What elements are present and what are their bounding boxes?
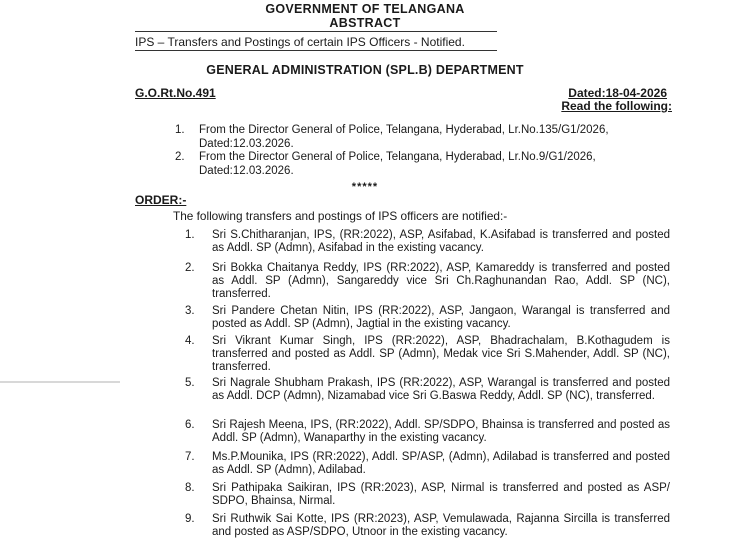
read-following-label: Read the following:: [561, 99, 672, 113]
order-item-number: 9.: [185, 513, 195, 525]
subject-top-rule: [135, 31, 497, 32]
order-item-text: Sri Nagrale Shubham Prakash, IPS (RR:2022), ASP, Warangal is transferred and posted as Addl. DCP (Admn), Nizamabad vice Sri G.Baswa Reddy, Addl. SP (NC), transferred.: [212, 377, 670, 403]
go-number: G.O.Rt.No.491: [135, 86, 216, 100]
go-date: Dated:18-04-2026: [568, 86, 667, 100]
department-heading: GENERAL ADMINISTRATION (SPL.B) DEPARTMENT: [206, 63, 524, 77]
order-item-text: Sri Vikrant Kumar Singh, IPS (RR:2022), ASP, Bhadrachalam, B.Kothagudem is transferred and posted as Addl. SP (Admn), Medak vice Sri S.Mahender, Addl. SP (NC), transferred.: [212, 335, 670, 374]
order-item-number: 5.: [185, 377, 195, 389]
order-item-text: Sri S.Chitharanjan, IPS, (RR:2022), ASP, Asifabad, K.Asifabad is transferred and posted as Addl. SP (Admn), Asifabad in the existing vacancy.: [212, 229, 670, 255]
separator-stars: *****: [351, 181, 379, 193]
reference-number: 1.: [175, 124, 185, 136]
order-item-number: 1.: [185, 229, 195, 241]
reference-text: From the Director General of Police, Telangana, Hyderabad, Lr.No.135/G1/2026, Dated:12.03.2026.: [199, 124, 609, 150]
subject-bottom-rule: [135, 50, 497, 51]
government-heading: GOVERNMENT OF TELANGANA: [265, 2, 465, 16]
order-item-text: Sri Rajesh Meena, IPS, (RR:2022), Addl. SP/SDPO, Bhainsa is transferred and posted as Addl. SP (Admn), Wanaparthy in the existing vacancy.: [212, 419, 670, 445]
reference-text: From the Director General of Police, Telangana, Hyderabad, Lr.No.9/G1/2026, Dated:12.03.2026.: [199, 151, 596, 177]
order-item-text: Ms.P.Mounika, IPS (RR:2022), Addl. SP/ASP, (Admn), Adilabad is transferred and posted as Addl. SP (Admn), Adilabad.: [212, 451, 670, 477]
margin-mark: [0, 381, 120, 383]
reference-number: 2.: [175, 151, 185, 163]
order-item-number: 2.: [185, 262, 195, 274]
order-item-number: 7.: [185, 451, 195, 463]
subject-line: IPS – Transfers and Postings of certain IPS Officers - Notified.: [135, 35, 465, 49]
order-item-text: Sri Pandere Chetan Nitin, IPS (RR:2022), ASP, Jangaon, Warangal is transferred and posted as Addl. SP (Admn), Jagtial in the existing vacancy.: [212, 305, 670, 331]
order-heading: ORDER:-: [135, 193, 187, 207]
order-item-number: 8.: [185, 482, 195, 494]
order-item-text: Sri Bokka Chaitanya Reddy, IPS (RR:2022), ASP, Kamareddy is transferred and posted as Addl. SP (Admn), Sangareddy vice Sri Ch.Raghunandan Rao, Addl. SP (NC), transferred.: [212, 262, 670, 301]
abstract-heading: ABSTRACT: [329, 16, 401, 30]
order-item-number: 3.: [185, 305, 195, 317]
order-item-number: 6.: [185, 419, 195, 431]
order-item-text: Sri Ruthwik Sai Kotte, IPS (RR:2023), ASP, Vemulawada, Rajanna Sircilla is transferred and posted as ASP/SDPO, Utnoor in the existing vacancy.: [212, 513, 670, 539]
order-item-number: 4.: [185, 335, 195, 347]
order-intro: The following transfers and postings of IPS officers are notified:-: [173, 209, 508, 223]
order-item-text: Sri Pathipaka Saikiran, IPS (RR:2023), ASP, Nirmal is transferred and posted as ASP/ SDPO, Bhainsa, Nirmal.: [212, 482, 670, 508]
